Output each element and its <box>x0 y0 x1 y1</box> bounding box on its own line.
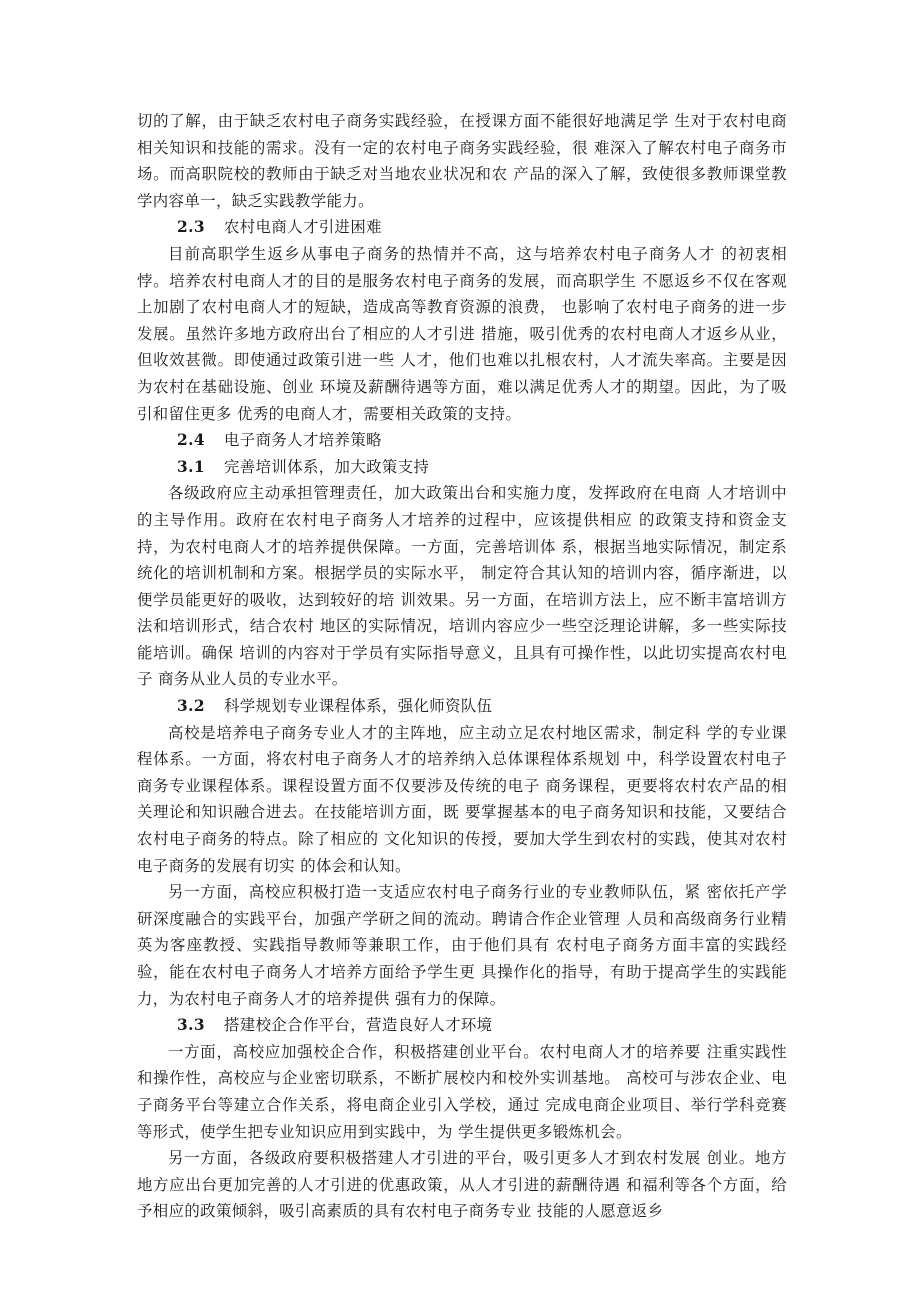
section-heading <box>137 454 787 481</box>
section-title: 农村电商人才引进困难 <box>224 218 382 237</box>
section-heading <box>137 693 787 720</box>
section-heading <box>137 427 787 454</box>
section-number: 2.4 <box>177 431 205 450</box>
paragraph: 另一方面，高校应积极打造一支适应农村电子商务行业的专业教师队伍，紧 密依托产学研深度融合的实践平台，加强产学研之间的流动。聘请合作企业管理 人员和高级商务行业精英为客座教授、实践指导教师等兼职工作，由于他们具有 农村电子商务方面丰富的实践经验，能在农村电子商务人才培养方面给予学生更 具操作化的指导，有助于提高学生的实践能力，为农村电子商务人才的培养提供 强有力的保障。 <box>137 883 787 1008</box>
section-number: 3.3 <box>177 1016 205 1035</box>
document-page <box>137 108 787 1225</box>
section-heading <box>137 1012 787 1039</box>
section-title: 完善培训体系，加大政策支持 <box>224 457 430 476</box>
section-number: 2.3 <box>177 218 205 237</box>
section-title: 电子商务人才培养策略 <box>224 431 382 450</box>
paragraph: 高校是培养电子商务专业人才的主阵地，应主动立足农村地区需求，制定科 学的专业课程体系。一方面，将农村电子商务人才的培养纳入总体课程体系规划 中，科学设置农村电子商务专业课程体系。课程设置方面不仅要涉及传统的电子 商务课程，更要将农村农产品的相关理论和知识融合进去。在技能培训方面，既 要掌握基本的电子商务知识和技能，又要结合农村电子商务的特点。除了相应的 文化知识的传授，要加大学生到农村的实践，使其对农村电子商务的发展有切实 的体会和认知。 <box>137 723 787 875</box>
paragraph: 一方面，高校应加强校企合作，积极搭建创业平台。农村电商人才的培养要 注重实践性和操作性，高校应与企业密切联系，不断扩展校内和校外实训基地。 高校可与涉农企业、电子商务平台等建立合作关系，将电商企业引入学校，通过 完成电商企业项目、举行学科竞赛等形式，使学生把专业知识应用到实践中，为 学生提供更多锻炼机会。 <box>137 1042 787 1141</box>
paragraph: 另一方面，各级政府要积极搭建人才引进的平台，吸引更多人才到农村发展 创业。地方地方应出台更加完善的人才引进的优惠政策，从人才引进的薪酬待遇 和福利等各个方面，给予相应的政策倾斜，吸引高素质的具有农村电子商务专业 技能的人愿意返乡 <box>137 1149 787 1221</box>
section-title: 搭建校企合作平台，营造良好人才环境 <box>224 1016 493 1035</box>
paragraph: 目前高职学生返乡从事电子商务的热情并不高，这与培养农村电子商务人才 的初衷相悖。培养农村电商人才的目的是服务农村电子商务的发展，而高职学生 不愿返乡不仅在客观上加剧了农村电商人才的短缺，造成高等教育资源的浪费， 也影响了农村电子商务的进一步发展。虽然许多地方政府出台了相应的人才引进 措施，吸引优秀的农村电商人才返乡从业，但收效甚微。即使通过政策引进一些 人才，他们也难以扎根农村，人才流失率高。主要是因为农村在基础设施、创业 环境及薪酬待遇等方面，难以满足优秀人才的期望。因此，为了吸引和留住更多 优秀的电商人才，需要相关政策的支持。 <box>137 244 787 423</box>
section-heading <box>137 214 787 241</box>
section-number: 3.2 <box>177 697 205 716</box>
paragraph: 切的了解，由于缺乏农村电子商务实践经验，在授课方面不能很好地满足学 生对于农村电商相关知识和技能的需求。没有一定的农村电子商务实践经验，很 难深入了解农村电子商务市场。而高职院校的教师由于缺乏对当地农业状况和农 产品的深入了解，致使很多教师课堂教学内容单一，缺乏实践教学能力。 <box>137 112 787 210</box>
paragraph: 各级政府应主动承担管理责任，加大政策出台和实施力度，发挥政府在电商 人才培训中的主导作用。政府在农村电子商务人才培养的过程中，应该提供相应 的政策支持和资金支持，为农村电商人才的培养提供保障。一方面，完善培训体 系，根据当地实际情况，制定系统化的培训机制和方案。根据学员的实际水平， 制定符合其认知的培训内容，循序渐进，以便学员能更好的吸收，达到较好的培 训效果。另一方面，在培训方法上，应不断丰富培训方法和培训形式，结合农村 地区的实际情况，培训内容应少一些空泛理论讲解，多一些实际技能培训。确保 培训的内容对于学员有实际指导意义，且具有可操作性，以此切实提高农村电子 商务从业人员的专业水平。 <box>137 484 787 689</box>
section-title: 科学规划专业课程体系，强化师资队伍 <box>224 697 493 716</box>
section-number: 3.1 <box>177 457 205 476</box>
